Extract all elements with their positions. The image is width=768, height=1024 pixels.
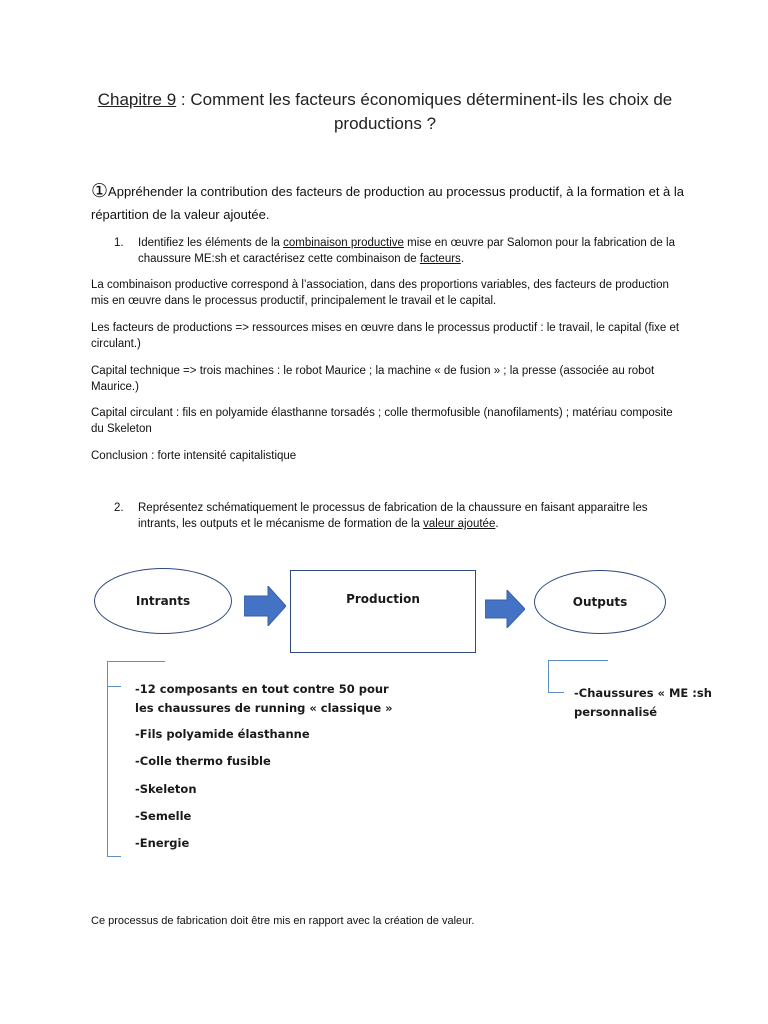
- input-item: -12 composants en tout contre 50 pour les chaussures de running « classique »: [135, 682, 393, 715]
- q1-part1: Identifiez les éléments de la: [138, 237, 284, 249]
- section-heading: [91, 180, 691, 226]
- section-text: Appréhender la contribution des facteurs de production au processus productif, à la formation et à la répartition de la valeur ajoutée.: [91, 184, 685, 222]
- intrants-oval: [94, 568, 232, 634]
- inputs-connector-bottom: [107, 856, 121, 857]
- valeur-ajoutee-term: valeur ajoutée: [423, 518, 496, 530]
- paragraph-capital-technique: Capital technique => trois machines : le robot Maurice ; la machine « de fusion » ; la presse (associée au robot Maurice.): [91, 365, 655, 393]
- question-1: [114, 235, 684, 267]
- chapter-title: : Comment les facteurs économiques déterminent-ils les choix de productions ?: [176, 90, 673, 133]
- arrow-right-icon: [244, 586, 286, 626]
- question-2-number: 2.: [114, 502, 124, 514]
- question-2-text: [138, 500, 684, 532]
- inputs-connector-top: [107, 661, 165, 662]
- arrow-right-icon-2: [485, 590, 525, 628]
- input-item: -Fils polyamide élasthanne: [135, 727, 310, 741]
- paragraph-factors: Les facteurs de productions => ressources mises en œuvre dans le processus productif : le travail, le capital (fixe et circulant.): [91, 322, 680, 350]
- question-2: [114, 500, 684, 532]
- paragraph-conclusion: Conclusion : forte intensité capitalistique: [91, 450, 297, 462]
- input-item: -Skeleton: [135, 782, 197, 796]
- circled-one-icon: ①: [91, 181, 109, 202]
- input-item: -Colle thermo fusible: [135, 754, 271, 768]
- page-title: [90, 88, 680, 136]
- intrants-label: Intrants: [135, 594, 191, 608]
- q2-part2: .: [495, 518, 499, 530]
- production-box: [290, 570, 476, 653]
- outputs-connector-line: [548, 660, 549, 692]
- outputs-label: Outputs: [572, 595, 628, 609]
- q2-part1: Représentez schématiquement le processus de fabrication de la chaussure en faisant apparaitre les intrants, les outputs et le mécanisme de formation de la: [138, 502, 648, 530]
- q1-part2: mise en œuvre par Salomon pour la fabrication de la chaussure ME:sh et caractérisez cette combinaison de: [138, 237, 675, 265]
- chapter-label: Chapitre 9: [97, 90, 177, 109]
- inputs-connector-tick: [107, 686, 121, 687]
- outputs-connector-top: [548, 660, 608, 661]
- question-1-number: 1.: [114, 237, 124, 249]
- facteurs-term: facteurs: [419, 253, 461, 265]
- inputs-connector-line: [107, 661, 108, 856]
- closing-sentence: Ce processus de fabrication doit être mis en rapport avec la création de valeur.: [91, 915, 475, 927]
- question-1-text: [138, 235, 684, 267]
- output-item: -Chaussures « ME :sh personnalisé: [574, 686, 712, 719]
- input-item: -Semelle: [135, 809, 192, 823]
- production-label: Production: [346, 592, 420, 606]
- q1-part3: .: [460, 253, 465, 265]
- outputs-oval: [534, 570, 666, 634]
- paragraph-capital-circulant: Capital circulant : fils en polyamide élasthanne torsadés ; colle thermofusible (nanofilaments) ; matériau composite du Skeleton: [91, 407, 673, 435]
- combinaison-productive-term: combinaison productive: [283, 237, 404, 249]
- paragraph-definition: La combinaison productive correspond à l’association, dans des proportions variables, des facteurs de production mis en œuvre dans le processus productif, principalement le travail et le capital.: [91, 279, 669, 307]
- input-item: -Energie: [135, 836, 190, 850]
- outputs-connector-tick: [548, 692, 564, 693]
